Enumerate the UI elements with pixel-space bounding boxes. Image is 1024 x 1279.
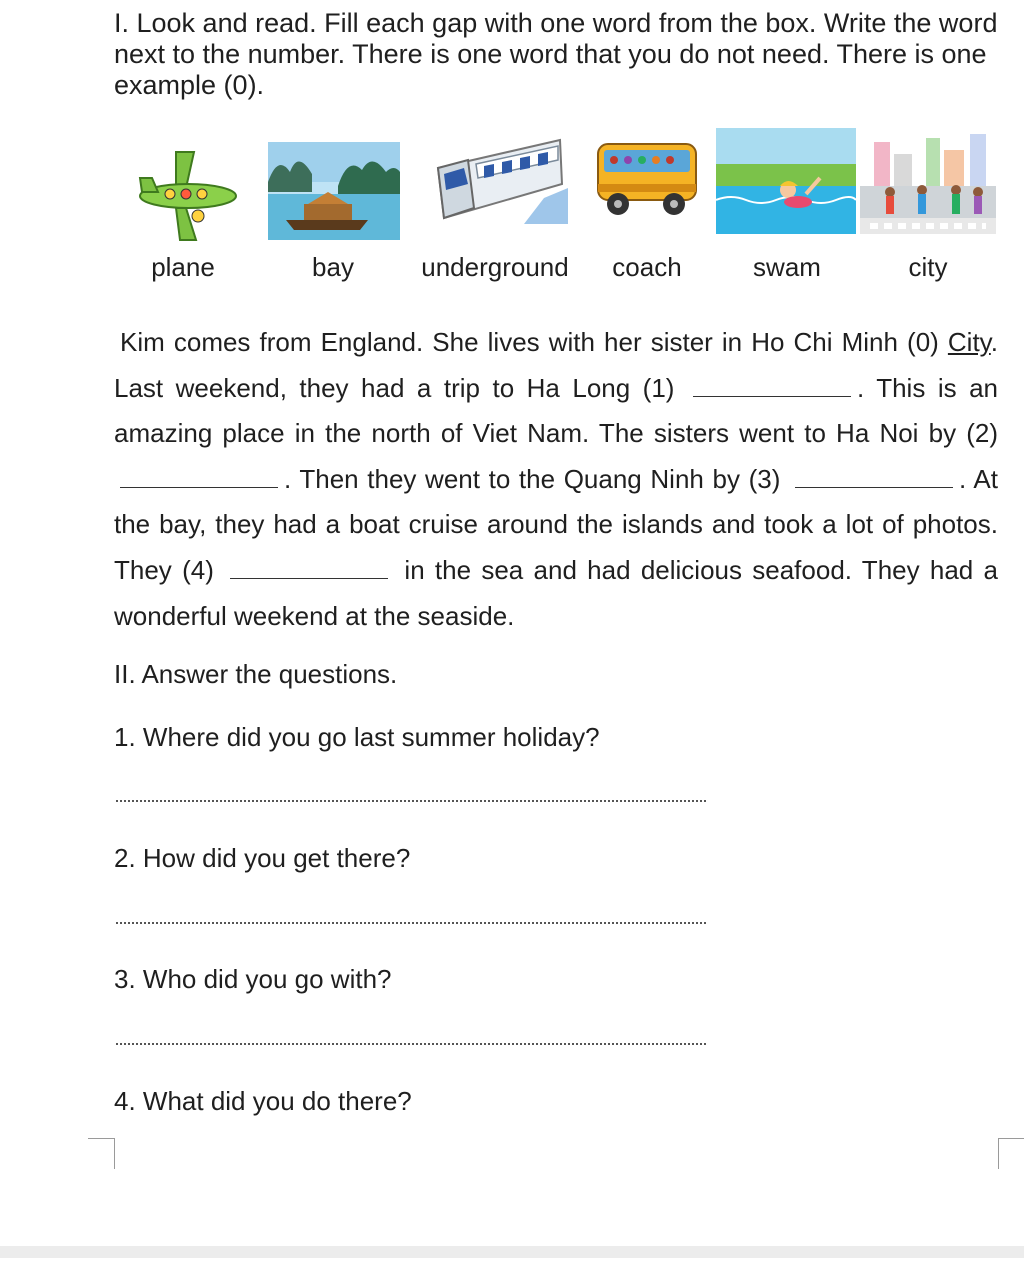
example-answer: City xyxy=(947,327,991,357)
word-city: city xyxy=(908,252,948,282)
answer-blank-4[interactable] xyxy=(230,577,388,579)
passage-period: . xyxy=(990,327,998,357)
answer-line-2[interactable] xyxy=(116,922,706,924)
reading-passage xyxy=(114,320,998,639)
passage-sentence-6: in the sea and had delicious seafood. They had a wonderful weekend at the seaside. xyxy=(114,554,998,631)
section2-title: II. Answer the questions. xyxy=(114,659,398,689)
passage-sentence-5: . At the bay, they had a boat cruise around the islands and took a lot of photos. They (4) xyxy=(114,463,999,585)
answer-line-1[interactable] xyxy=(116,800,706,802)
plane-icon xyxy=(136,148,240,244)
page-margin-corner-right xyxy=(998,1138,1024,1169)
passage-sentence-2: Last weekend, they had a trip to Ha Long (1) xyxy=(114,372,675,403)
word-plane: plane xyxy=(151,252,215,282)
answer-blank-1[interactable] xyxy=(693,395,851,397)
question-3: 3. Who did you go with? xyxy=(114,964,392,994)
answer-blank-3[interactable] xyxy=(795,486,953,488)
passage-sentence-1: Kim comes from England. She lives with her sister in Ho Chi Minh (0) xyxy=(120,327,939,357)
page-bottom-gap xyxy=(0,1246,1024,1258)
answer-blank-2[interactable] xyxy=(120,486,278,488)
word-underground: underground xyxy=(421,252,569,282)
page-margin-corner-left xyxy=(88,1138,115,1169)
question-2: 2. How did you get there? xyxy=(114,843,411,873)
train-icon xyxy=(424,138,568,224)
passage-sentence-4: . Then they went to the Quang Ninh by (3) xyxy=(284,463,781,494)
question-4: 4. What did you do there? xyxy=(114,1086,412,1116)
word-coach: coach xyxy=(612,252,682,282)
section1-instruction: I. Look and read. Fill each gap with one word from the box. Write the word next to the number. There is one word that you do not need. There is one example (0). xyxy=(114,8,998,100)
city-icon xyxy=(860,130,996,234)
word-swam: swam xyxy=(753,252,821,282)
word-bay: bay xyxy=(312,252,354,282)
bus-icon xyxy=(596,138,700,218)
passage-sentence-3: . This is an amazing place in the north of Viet Nam. The sisters went to Ha Noi by (2) xyxy=(114,372,998,449)
question-1: 1. Where did you go last summer holiday? xyxy=(114,722,600,752)
bay-icon xyxy=(268,142,400,240)
swimmer-icon xyxy=(716,128,856,234)
answer-line-3[interactable] xyxy=(116,1043,706,1045)
